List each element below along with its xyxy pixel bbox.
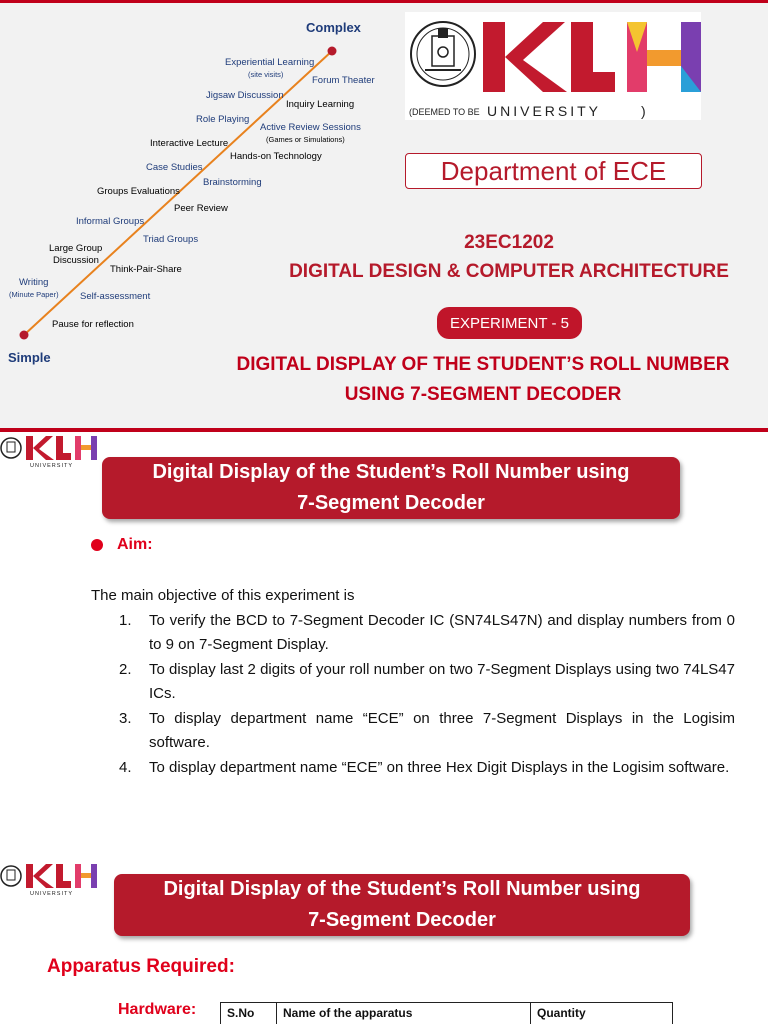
- objective-item: [119, 658, 735, 706]
- strategy-think-pair-share: Think-Pair-Share: [110, 264, 182, 275]
- diagram-simple-label: Simple: [8, 350, 51, 365]
- slide2-title-line1: Digital Display of the Student’s Roll Number using: [152, 461, 630, 483]
- objective-text: To display last 2 digits of your roll number on two 7-Segment Displays using two 74LS47 ICs.: [149, 661, 735, 702]
- slide-divider: [0, 428, 768, 432]
- strategy-peer-review: Peer Review: [174, 203, 228, 214]
- diagram-complex-label: Complex: [306, 20, 361, 35]
- small-university-logo: [0, 860, 100, 896]
- slide2-title-line2: 7-Segment Decoder: [297, 492, 485, 514]
- aim-label: Aim:: [117, 536, 153, 553]
- apparatus-table: [220, 1002, 673, 1024]
- strategy-active-review-sub: (Games or Simulations): [266, 135, 345, 144]
- experiment-title-line1: DIGITAL DISPLAY OF THE STUDENT’S ROLL NUMBER: [236, 354, 730, 375]
- objective-item: [119, 609, 735, 657]
- strategy-groups-evaluations: Groups Evaluations: [97, 186, 180, 197]
- experiment-title: [200, 350, 766, 410]
- objective-item: [119, 707, 735, 755]
- strategy-active-review-sessions: Active Review Sessions: [260, 122, 361, 133]
- university-emblem-icon: [411, 22, 475, 86]
- strategies-diagram-svg: [0, 0, 400, 380]
- aim-intro-text: The main objective of this experiment is: [91, 587, 355, 604]
- strategy-case-studies: Case Studies: [146, 162, 203, 173]
- small-logo-text: UNIVERSITY: [30, 891, 74, 896]
- small-logo-text: UNIVERSITY: [30, 463, 74, 468]
- objective-number: 3.: [119, 710, 132, 727]
- table-header-row: [221, 1003, 673, 1024]
- strategy-writing: Writing: [19, 277, 49, 288]
- hardware-label: Hardware:: [118, 1001, 197, 1018]
- objectives-list: [119, 609, 735, 781]
- logo-deemed-text: (DEEMED TO BE: [409, 107, 480, 117]
- table-header-name: Name of the apparatus: [277, 1003, 531, 1024]
- university-logo: [405, 12, 701, 120]
- small-logo-svg: [0, 860, 100, 896]
- strategy-self-assessment: Self-assessment: [80, 291, 151, 302]
- experiment-title-line2: USING 7-SEGMENT DECODER: [344, 384, 622, 405]
- table-header-sno: S.No: [221, 1003, 277, 1024]
- apparatus-heading: Apparatus Required:: [47, 956, 235, 977]
- strategy-experiential-learning-sub: (site visits): [248, 70, 284, 79]
- slide2-title-banner: [102, 457, 680, 519]
- course-code: 23EC1202: [464, 232, 554, 253]
- aim-heading: [91, 536, 153, 554]
- strategy-inquiry-learning: Inquiry Learning: [286, 99, 355, 110]
- small-logo-svg: [0, 432, 100, 468]
- slide3-title-line1: Digital Display of the Student’s Roll Number using: [163, 878, 641, 900]
- strategy-triad-groups: Triad Groups: [143, 234, 199, 245]
- strategy-large-group: Large Group: [49, 243, 103, 254]
- strategy-pause-for-reflection: Pause for reflection: [52, 319, 134, 330]
- department-box: [405, 153, 702, 189]
- experiment-label: EXPERIMENT - 5: [450, 314, 569, 332]
- strategy-large-group-sub: Discussion: [53, 255, 99, 266]
- strategy-forum-theater: Forum Theater: [312, 75, 375, 86]
- slide3-title-banner: [114, 874, 690, 936]
- objective-number: 4.: [119, 759, 132, 776]
- small-university-logo: [0, 432, 100, 468]
- objective-item: [119, 756, 735, 780]
- objective-text: To verify the BCD to 7-Segment Decoder IC (SN74LS47N) and display numbers from 0 to 9 on 7-Segment Display.: [149, 612, 735, 653]
- learning-strategies-diagram: [0, 0, 400, 380]
- strategy-experiential-learning: Experiential Learning: [225, 57, 315, 68]
- strategy-hands-on-technology: Hands-on Technology: [230, 151, 322, 162]
- experiment-badge: [437, 307, 582, 339]
- strategy-interactive-lecture: Interactive Lecture: [150, 138, 229, 149]
- strategy-brainstorming: Brainstorming: [203, 177, 262, 188]
- cover-slide: [0, 0, 768, 428]
- logo-university-text: UNIVERSITY: [487, 103, 602, 119]
- aim-bullet-icon: [91, 539, 103, 551]
- objective-text: To display department name “ECE” on three Hex Digit Displays in the Logisim software.: [149, 759, 730, 776]
- strategy-role-playing: Role Playing: [196, 114, 250, 125]
- objective-number: 1.: [119, 612, 132, 629]
- logo-paren-text: ): [641, 103, 646, 119]
- department-name: Department of ECE: [440, 155, 667, 186]
- strategy-writing-sub: (Minute Paper): [9, 290, 59, 299]
- objective-text: To display department name “ECE” on three 7-Segment Displays in the Logisim software.: [149, 710, 735, 751]
- slide3-title-line2: 7-Segment Decoder: [308, 909, 496, 931]
- objective-number: 2.: [119, 661, 132, 678]
- table-header-quantity: Quantity: [531, 1003, 673, 1024]
- university-logo-svg: [405, 12, 701, 120]
- simple-endpoint-dot: [20, 331, 29, 340]
- strategy-informal-groups: Informal Groups: [76, 216, 145, 227]
- complex-endpoint-dot: [328, 47, 337, 56]
- strategy-jigsaw-discussion: Jigsaw Discussion: [206, 90, 284, 101]
- course-name: DIGITAL DESIGN & COMPUTER ARCHITECTURE: [289, 261, 729, 282]
